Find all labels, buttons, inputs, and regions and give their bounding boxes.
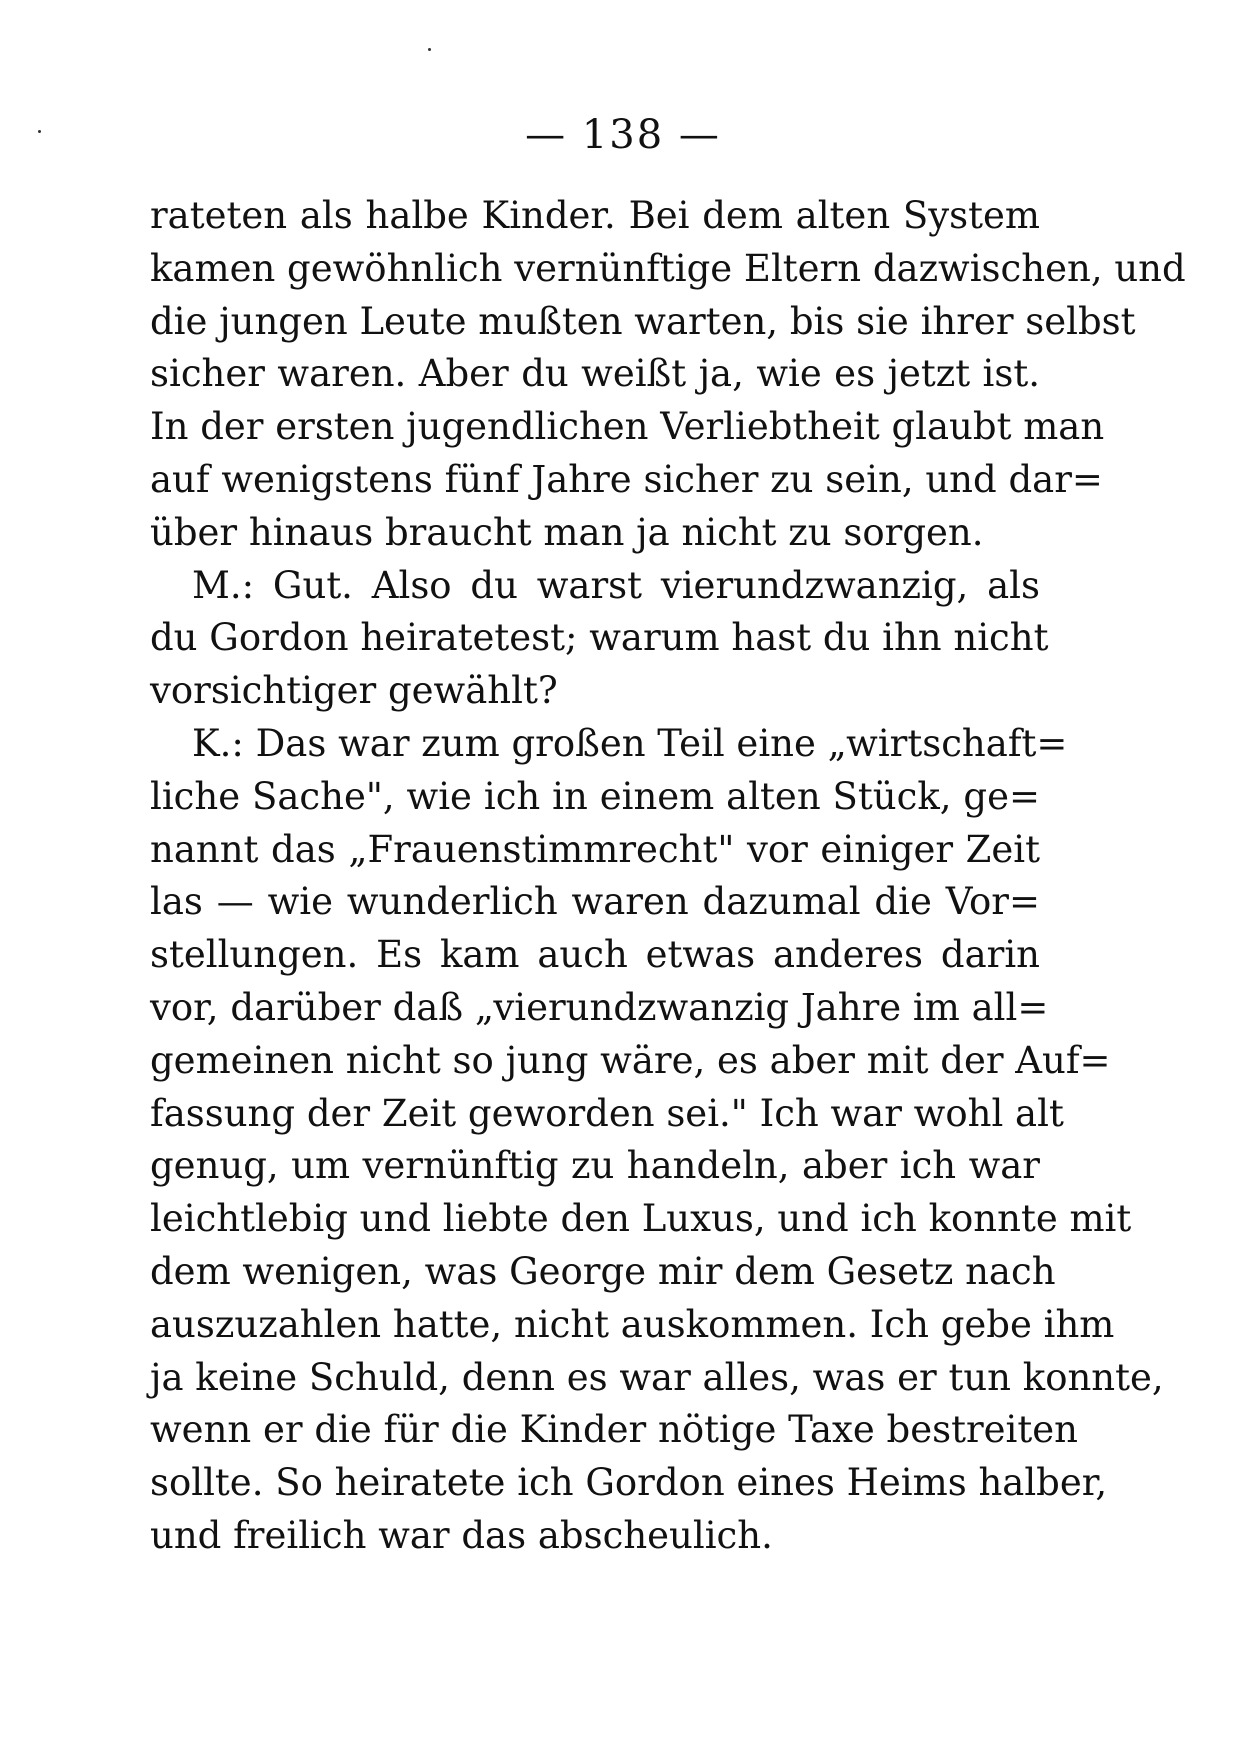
text-line: genug, um vernünftig zu handeln, aber ich war [150, 1144, 1040, 1188]
text-line: vorsichtiger gewählt? [150, 669, 558, 713]
text-line: M.: Gut. Also du warst vierundzwanzig, als [192, 563, 1040, 607]
text-line: dem wenigen, was George mir dem Gesetz nach [150, 1249, 1056, 1293]
text-line: fassung der Zeit geworden sei." Ich war wohl alt [150, 1091, 1064, 1135]
text-line: vor, darüber daß „vierundzwanzig Jahre im all= [150, 985, 1049, 1029]
text-line: kamen gewöhnlich vernünftige Eltern dazwischen, und [150, 246, 1186, 290]
text-line: K.: Das war zum großen Teil eine „wirtschaft= [192, 721, 1068, 765]
text-line: nannt das „Frauenstimmrecht" vor einiger Zeit [150, 827, 1040, 871]
body-text [150, 190, 1186, 1563]
paper-speck [428, 48, 431, 51]
text-line: las — wie wunderlich waren dazumal die Vor= [150, 880, 1040, 924]
text-line: sollte. So heiratete ich Gordon eines Heims halber, [150, 1461, 1108, 1505]
text-line: sicher waren. Aber du weißt ja, wie es jetzt ist. [150, 352, 1040, 396]
text-line: auf wenigstens fünf Jahre sicher zu sein, und dar= [150, 457, 1103, 501]
text-line: stellungen. Es kam auch etwas anderes darin [150, 933, 1040, 977]
page-number: — 138 — [525, 112, 721, 158]
text-line: In der ersten jugendlichen Verliebtheit glaubt man [150, 405, 1105, 449]
text-line: du Gordon heiratetest; warum hast du ihn nicht [150, 616, 1049, 660]
text-line: ja keine Schuld, denn es war alles, was er tun konnte, [150, 1355, 1164, 1399]
text-line: rateten als halbe Kinder. Bei dem alten System [150, 194, 1040, 237]
text-line: leichtlebig und liebte den Luxus, und ich konnte mit [150, 1197, 1132, 1241]
text-line: und freilich war das abscheulich. [150, 1513, 773, 1557]
text-line: wenn er die für die Kinder nötige Taxe bestreiten [150, 1408, 1078, 1452]
text-line: die jungen Leute mußten warten, bis sie ihrer selbst [150, 299, 1136, 343]
text-line: über hinaus braucht man ja nicht zu sorgen. [150, 510, 984, 554]
text-line: auszuzahlen hatte, nicht auskommen. Ich gebe ihm [150, 1302, 1115, 1346]
text-line: liche Sache", wie ich in einem alten Stück, ge= [150, 774, 1040, 818]
text-line: gemeinen nicht so jung wäre, es aber mit der Auf= [150, 1038, 1111, 1082]
